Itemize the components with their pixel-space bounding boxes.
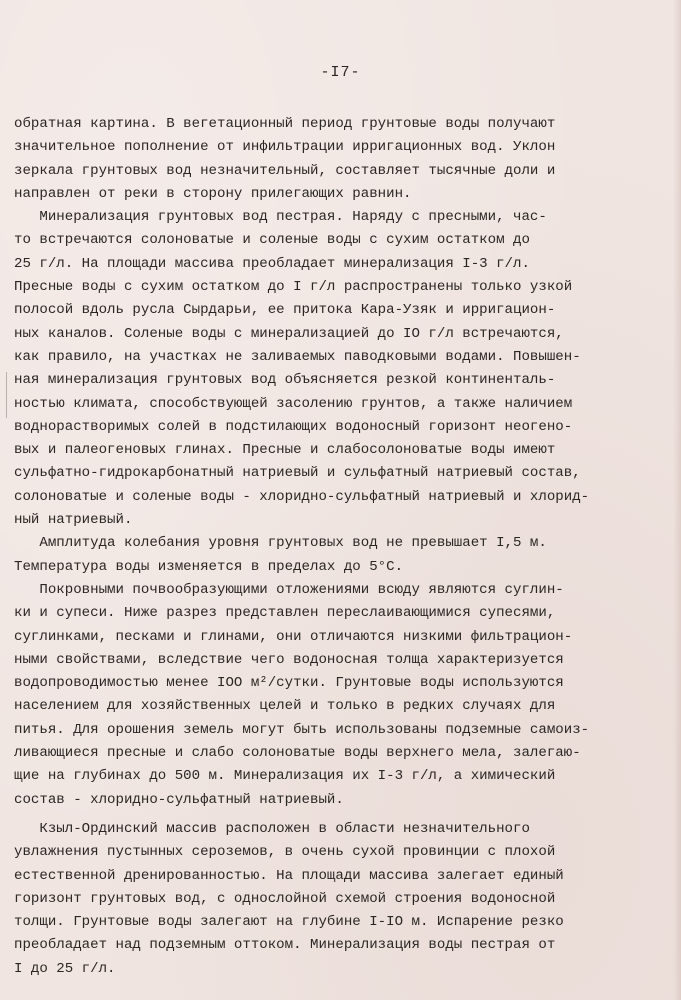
text-line: Температура воды изменяется в пределах до 5°С. xyxy=(14,558,404,575)
text-line: питья. Для орошения земель могут быть использованы подземные самоиз- xyxy=(14,721,590,738)
text-line: населением для хозяйственных целей и только в редких случаях для xyxy=(14,698,556,715)
text-line: воднорастворимых солей в подстилающих водоносный горизонт неогено- xyxy=(14,418,573,435)
scan-edge-shadow xyxy=(673,0,681,1000)
text-line: ностью климата, способствующей засолению грунтов, а также наличием xyxy=(14,395,573,412)
text-line: ливающиеся пресные и слабо солоноватые воды верхнего мела, залегаю- xyxy=(14,745,581,762)
text-line: обратная картина. В вегетационный период грунтовые воды получают xyxy=(14,116,556,132)
margin-mark xyxy=(6,372,11,418)
text-line: толщи. Грунтовые воды залегают на глубине I-IO м. Испарение резко xyxy=(14,914,564,931)
text-line: увлажнения пустынных сероземов, в очень сухой провинции с плохой xyxy=(14,844,556,861)
text-line: Амплитуда колебания уровня грунтовых вод не превышает I,5 м. xyxy=(14,535,547,552)
text-line: состав - хлоридно-сульфатный натриевый. xyxy=(14,791,344,808)
text-line: суглинками, песками и глинами, они отличаются низкими фильтрацион- xyxy=(14,628,573,645)
text-line: щие на глубинах до 500 м. Минерализация их I-3 г/л, а химический xyxy=(14,768,556,785)
text-line: зеркала грунтовых вод незначительный, составляет тысячные доли и xyxy=(14,162,556,179)
text-line: ными свойствами, вследствие чего водоносная толща характеризуется xyxy=(14,651,564,668)
text-line: горизонт грунтовых вод, с однослойной схемой строения водоносной xyxy=(14,890,556,907)
text-line: Кзыл-Ординский массив расположен в области незначительного xyxy=(14,820,530,837)
text-line: преобладает над подземным оттоком. Минерализация воды пестрая от xyxy=(14,937,556,954)
text-line: направлен от реки в сторону прилегающих равнин. xyxy=(14,185,412,202)
text-line: как правило, на участках не заливаемых паводковыми водами. Повышен- xyxy=(14,348,581,365)
text-line: естественной дренированностью. На площади массива залегает единый xyxy=(14,867,564,884)
text-line: ки и супеси. Ниже разрез представлен переслаивающимися супесями, xyxy=(14,605,556,622)
text-line: ный натриевый. xyxy=(14,512,133,529)
text-line: значительное пополнение от инфильтрации ирригационных вод. Уклон xyxy=(14,139,556,156)
text-line: Покровными почвообразующими отложениями всюду являются суглин- xyxy=(14,581,564,598)
text-line: I до 25 г/л. xyxy=(14,960,116,977)
text-line: 25 г/л. На площади массива преобладает минерализация I-3 г/л. xyxy=(14,255,530,272)
text-line: ная минерализация грунтовых вод объясняется резкой континенталь- xyxy=(14,372,556,389)
body-text xyxy=(14,113,674,981)
text-line: водопроводимостью менее IOO м²/сутки. Грунтовые воды используются xyxy=(14,675,564,692)
text-line: солоноватые и соленые воды - хлоридно-сульфатный натриевый и хлорид- xyxy=(14,488,590,505)
text-line: полосой вдоль русла Сырдарьи, ее притока Кара-Узяк и ирригацион- xyxy=(14,302,556,319)
text-line: ных каналов. Соленые воды с минерализацией до IO г/л встречаются, xyxy=(14,325,564,342)
text-line: Минерализация грунтовых вод пестрая. Наряду с пресными, час- xyxy=(14,209,547,226)
text-line: сульфатно-гидрокарбонатный натриевый и сульфатный натриевый состав, xyxy=(14,465,581,482)
text-line: то встречаются солоноватые и соленые воды с сухим остатком до xyxy=(14,232,530,249)
page-number: -I7- xyxy=(320,64,361,81)
text-line: Пресные воды с сухим остатком до I г/л распространены только узкой xyxy=(14,279,573,296)
text-line: вых и палеогеновых глинах. Пресные и слабосолоноватые воды имеют xyxy=(14,442,556,459)
